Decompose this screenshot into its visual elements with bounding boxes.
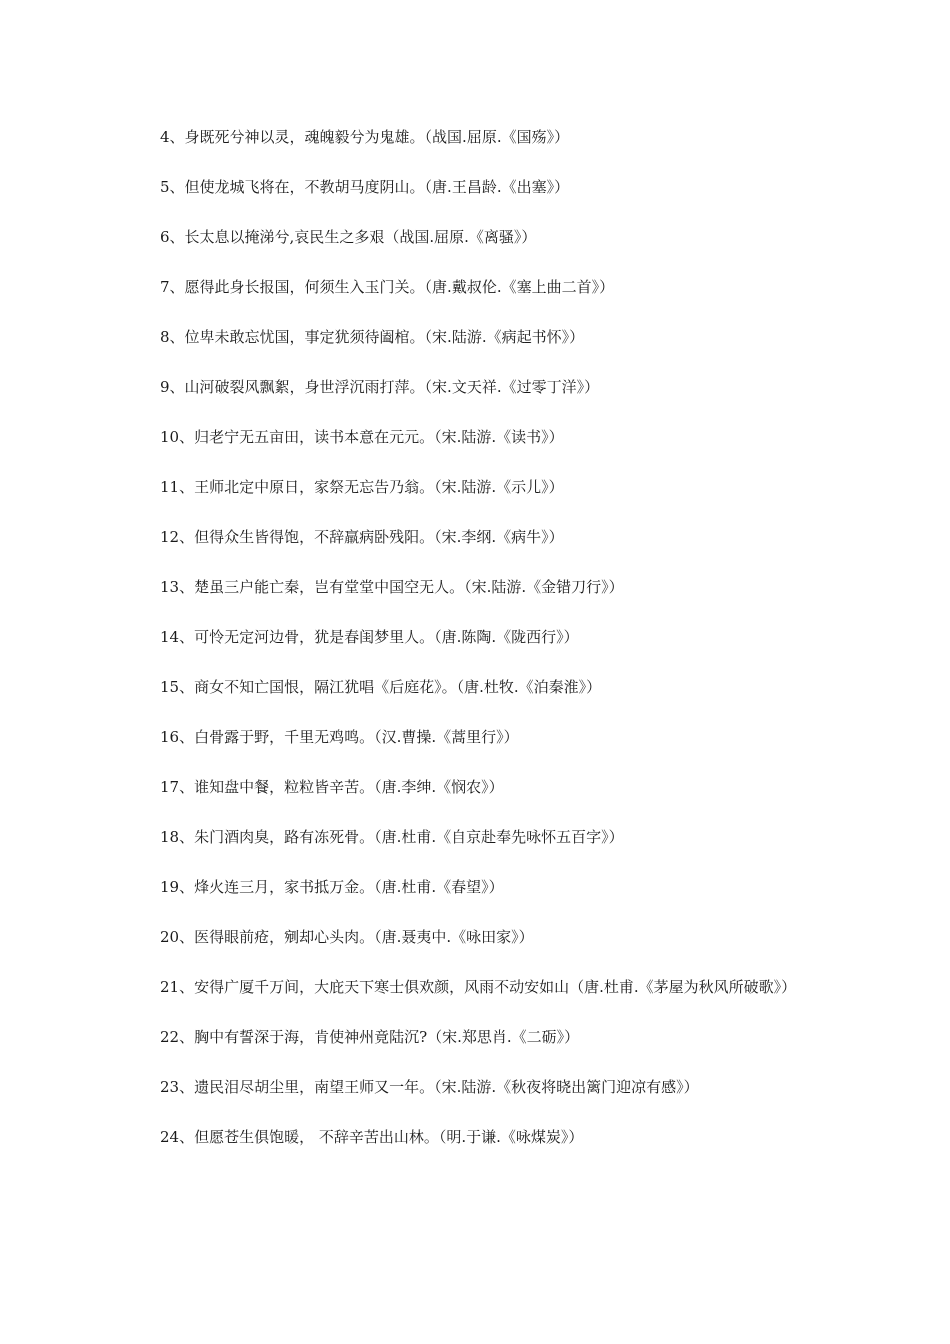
poem-quote-line: 24、但愿苍生俱饱暖， 不辞辛苦出山林。（明.于谦.《咏煤炭》）	[160, 1128, 584, 1146]
poem-quote-line: 21、安得广厦千万间，大庇天下寒士俱欢颜，风雨不动安如山（唐.杜甫.《茅屋为秋风所破歌》）	[160, 978, 797, 996]
poem-quote-line: 16、白骨露于野，千里无鸡鸣。（汉.曹操.《蒿里行》）	[160, 728, 519, 746]
poem-quote-line: 7、愿得此身长报国，何须生入玉门关。（唐.戴叔伦.《塞上曲二首》）	[160, 278, 615, 296]
poem-quote-line: 6、长太息以掩涕兮,哀民生之多艰（战国.屈原.《离骚》）	[160, 228, 537, 246]
poem-quote-line: 5、但使龙城飞将在，不教胡马度阴山。（唐.王昌龄.《出塞》）	[160, 178, 570, 196]
poem-quote-line: 20、医得眼前疮，剜却心头肉。（唐.聂夷中.《咏田家》）	[160, 928, 534, 946]
poem-quote-line: 12、但得众生皆得饱，不辞羸病卧残阳。（宋.李纲.《病牛》）	[160, 528, 564, 546]
poem-quote-line: 23、遗民泪尽胡尘里，南望王师又一年。（宋.陆游.《秋夜将晓出篱门迎凉有感》）	[160, 1078, 699, 1096]
poem-quote-line: 9、山河破裂风飘絮，身世浮沉雨打萍。（宋.文天祥.《过零丁洋》）	[160, 378, 600, 396]
poem-quote-line: 22、胸中有誓深于海，肯使神州竟陆沉?（宋.郑思肖.《二砺》）	[160, 1028, 580, 1046]
poem-quote-line: 13、楚虽三户能亡秦，岂有堂堂中国空无人。（宋.陆游.《金错刀行》）	[160, 578, 624, 596]
poem-quote-line: 15、商女不知亡国恨，隔江犹唱《后庭花》。（唐.杜牧.《泊秦淮》）	[160, 678, 602, 696]
poem-quote-line: 18、朱门酒肉臭，路有冻死骨。（唐.杜甫.《自京赴奉先咏怀五百字》）	[160, 828, 624, 846]
poem-quote-line: 17、谁知盘中餐，粒粒皆辛苦。（唐.李绅.《悯农》）	[160, 778, 504, 796]
poem-quote-line: 14、可怜无定河边骨，犹是春闺梦里人。（唐.陈陶.《陇西行》）	[160, 628, 579, 646]
poem-quote-line: 4、身既死兮神以灵，魂魄毅兮为鬼雄。（战国.屈原.《国殇》）	[160, 128, 570, 146]
poem-quote-list	[145, 126, 810, 1176]
poem-quote-line: 11、王师北定中原日，家祭无忘告乃翁。（宋.陆游.《示儿》）	[160, 478, 564, 496]
poem-quote-line: 10、归老宁无五亩田，读书本意在元元。（宋.陆游.《读书》）	[160, 428, 564, 446]
poem-quote-line: 8、位卑未敢忘忧国，事定犹须待阖棺。（宋.陆游.《病起书怀》）	[160, 328, 585, 346]
poem-quote-line: 19、烽火连三月，家书抵万金。（唐.杜甫.《春望》）	[160, 878, 504, 896]
